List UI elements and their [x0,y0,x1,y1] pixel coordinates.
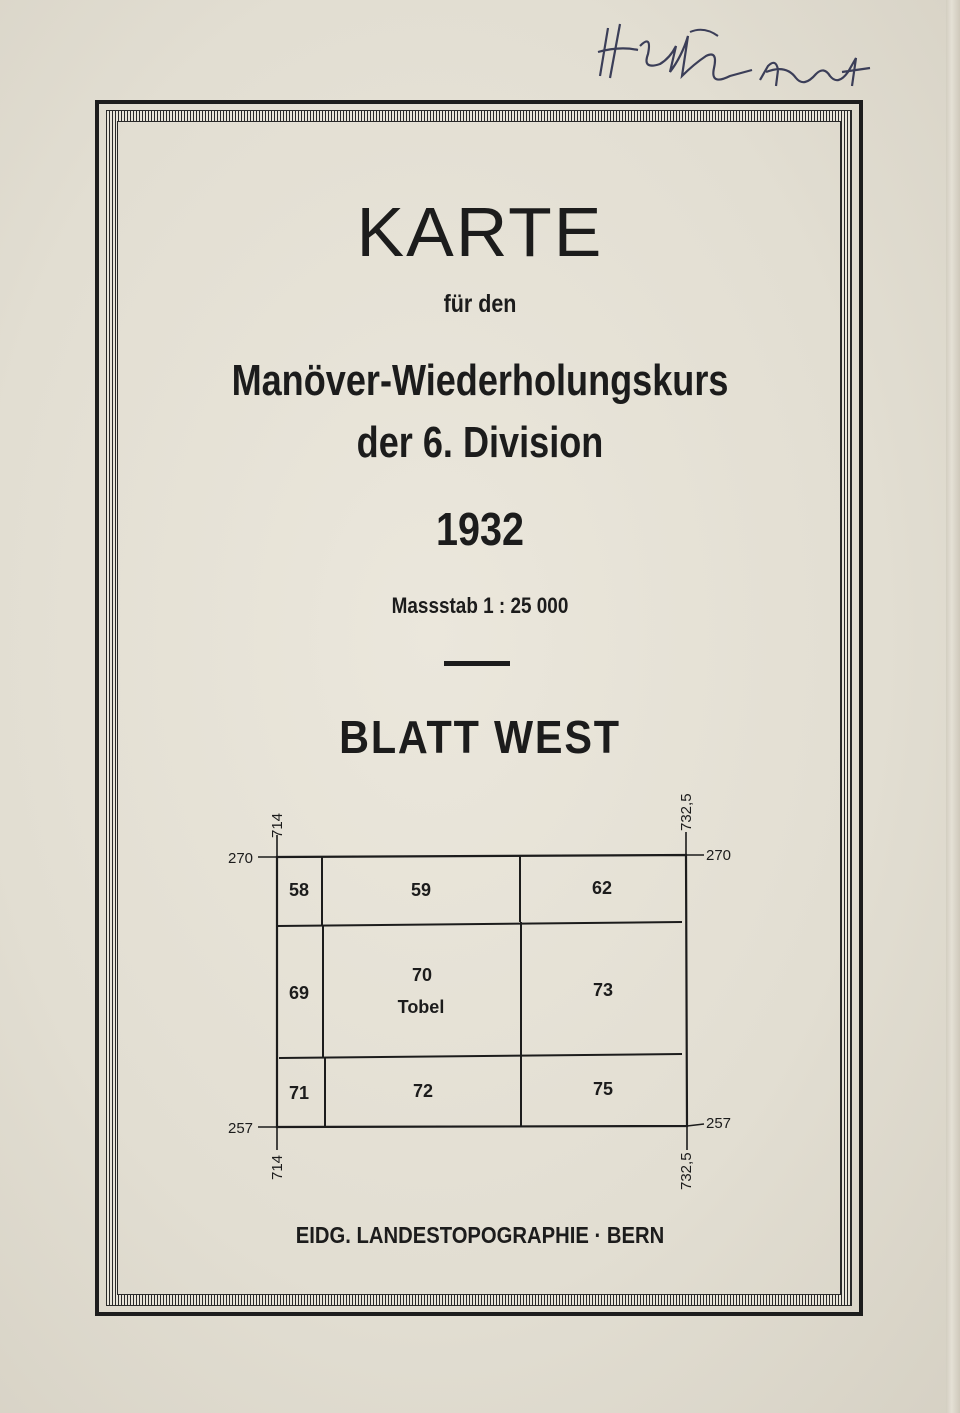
map-scale: Massstab 1 : 25 000 [391,593,569,618]
coord-label: 270 [706,847,732,864]
grid-cell-label: 59 [410,880,432,900]
grid-row-line [279,1054,682,1058]
cover-title: KARTE [356,193,604,271]
grid-cell-label: 69 [288,983,310,1003]
grid-cell-label: 75 [592,1079,614,1099]
coord-label: 257 [706,1115,732,1132]
coord-label: 257 [228,1120,254,1137]
grid-cell-label: 70 [411,965,433,985]
publisher: EIDG. LANDESTOPOGRAPHIE · BERN [295,1222,665,1248]
grid-cell-label: Tobel [397,997,445,1017]
grid-cell-label: 71 [288,1083,310,1103]
grid-cell-label: 72 [412,1081,434,1101]
sheet-name: BLATT WEST [339,711,621,763]
coord-label: 732,5 [678,793,695,831]
coord-label: 714 [269,1154,286,1180]
grid-cell-label: 73 [592,980,614,1000]
cover-subtitle: für den [443,290,517,318]
coord-label: 732,5 [678,1152,695,1190]
grid-border [277,855,687,1127]
headline-line-2: der 6. Division [356,418,604,467]
coord-label: 714 [269,812,286,838]
grid-cell-label: 58 [288,880,310,900]
headline-line-1: Manöver-Wiederholungskurs [231,356,729,405]
grid-row-line [277,922,682,926]
tick-line [258,832,704,857]
grid-cell-label: 62 [591,878,613,898]
coord-label: 270 [228,850,254,867]
year: 1932 [435,503,525,555]
